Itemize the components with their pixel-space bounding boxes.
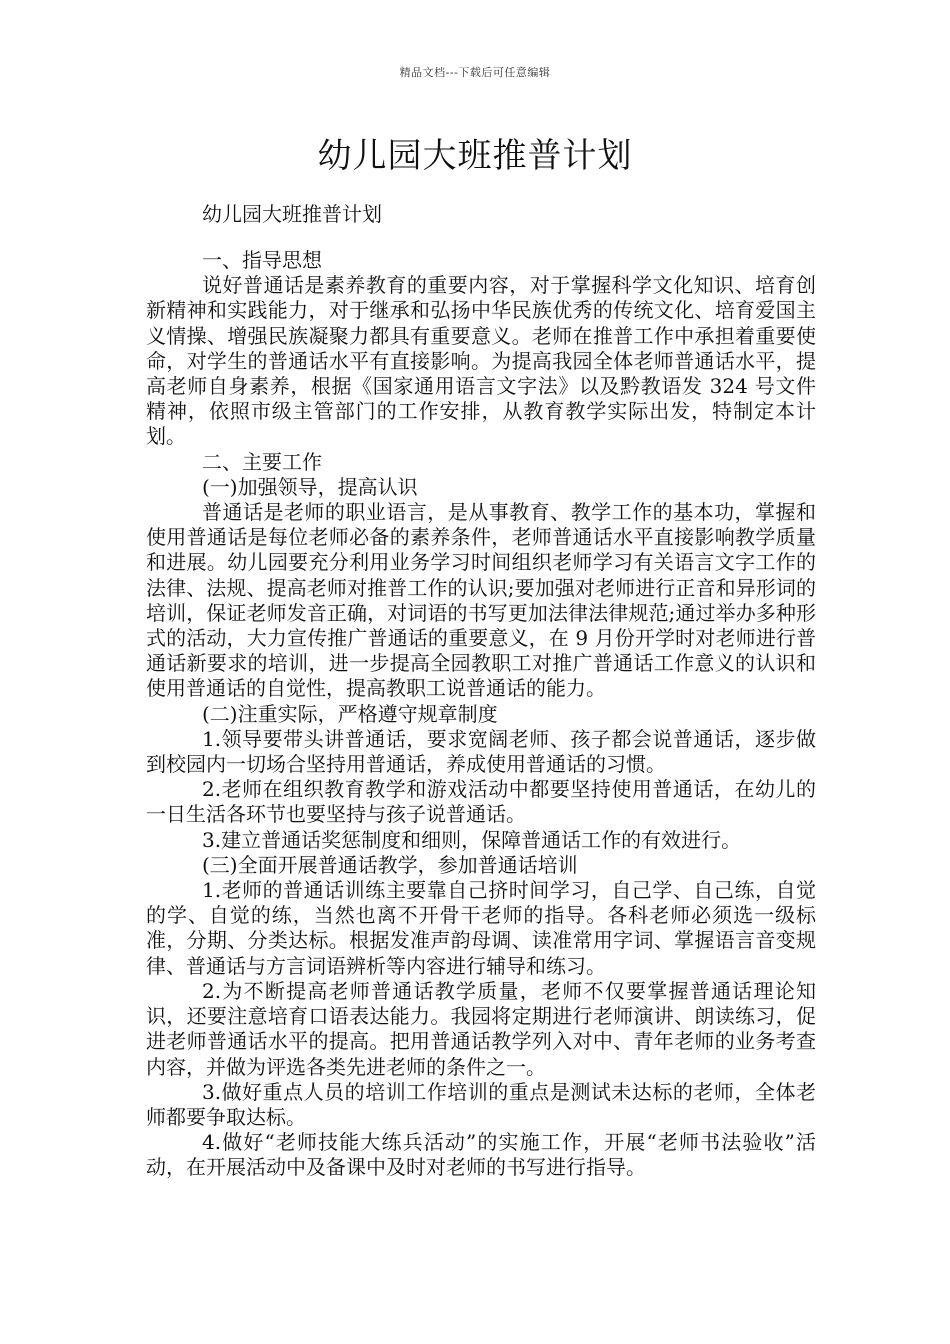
list-item: 1.老师的普通话训练主要靠自己挤时间学习，自己学、自己练，自觉的学、自觉的练，当然也离不开骨干老师的指导。各科老师必须选一级标准，分期、分类达标。根据发准声韵母调、读准常用字词、掌握语言音变规律、普通话与方言词语辨析等内容进行辅导和练习。 — [146, 878, 816, 978]
paragraph: 说好普通话是素养教育的重要内容，对于掌握科学文化知识、培育创新精神和实践能力，对于继承和弘扬中华民族优秀的传统文化、培育爱国主义情操、增强民族凝聚力都具有重要意义。老师在推普工作中承担着重要使命，对学生的普通话水平有直接影响。为提高我园全体老师普通话水平，提高老师自身素养，根据《国家通用语言文字法》以及黔教语发 324 号文件精神，依照市级主管部门的工作安排，从教育教学实际出发，特制定本计划。 — [146, 273, 816, 449]
list-item: 3.建立普通话奖惩制度和细则，保障普通话工作的有效进行。 — [202, 827, 742, 852]
document-title: 幼儿园大班推普计划 — [317, 136, 633, 176]
list-item: 2.为不断提高老师普通话教学质量，老师不仅要掌握普通话理论知识，还要注意培育口语表达能力。我园将定期进行老师演讲、朗读练习，促进老师普通话水平的提高。把用普通话教学列入对中、青年老师的业务考查内容，并做为评选各类先进老师的条件之一。 — [146, 978, 816, 1079]
subsection-heading: (一)加强领导，提高认识 — [202, 474, 418, 499]
list-item: 3.做好重点人员的培训工作培训的重点是测试未达标的老师，全体老师都要争取达标。 — [146, 1079, 816, 1129]
paragraph: 普通话是老师的职业语言，是从事教育、教学工作的基本功，掌握和使用普通话是每位老师必备的素养条件，老师普通话水平直接影响教学质量和进展。幼儿园要充分利用业务学习时间组织老师学习有关语言文字工作的法律、法规、提高老师对推普工作的认识;要加强对老师进行正音和异形词的培训，保证老师发音正确，对词语的书写更加法律法律规范;通过举办多种形式的活动，大力宣传推广普通话的重要意义，在 9 月份开学时对老师进行普通话新要求的培训，进一步提高全园教职工对推广普通话工作意义的认识和使用普通话的自觉性，提高教职工说普通话的能力。 — [146, 500, 816, 701]
section-heading-guiding-thought: 一、指导思想 — [202, 248, 322, 272]
section-heading-main-work: 二、主要工作 — [202, 449, 322, 474]
subsection-heading: (三)全面开展普通话教学，参加普通话培训 — [202, 852, 578, 877]
list-item: 2.老师在组织教育教学和游戏活动中都要坚持使用普通话，在幼儿的一日生活各环节也要坚持与孩子说普通话。 — [146, 777, 816, 827]
subsection-heading: (二)注重实际，严格遵守规章制度 — [202, 701, 498, 726]
list-item: 4.做好“老师技能大练兵活动”的实施工作，开展“老师书法验收”活动，在开展活动中及备课中及时对老师的书写进行指导。 — [146, 1130, 816, 1180]
page-header-note: 精品文档---下载后可任意编辑 — [399, 66, 551, 79]
document-subtitle: 幼儿园大班推普计划 — [202, 202, 382, 226]
document-body — [146, 248, 816, 1181]
list-item: 1.领导要带头讲普通话，要求宽阔老师、孩子都会说普通话，逐步做到校园内一切场合坚持用普通话，养成使用普通话的习惯。 — [146, 726, 816, 777]
